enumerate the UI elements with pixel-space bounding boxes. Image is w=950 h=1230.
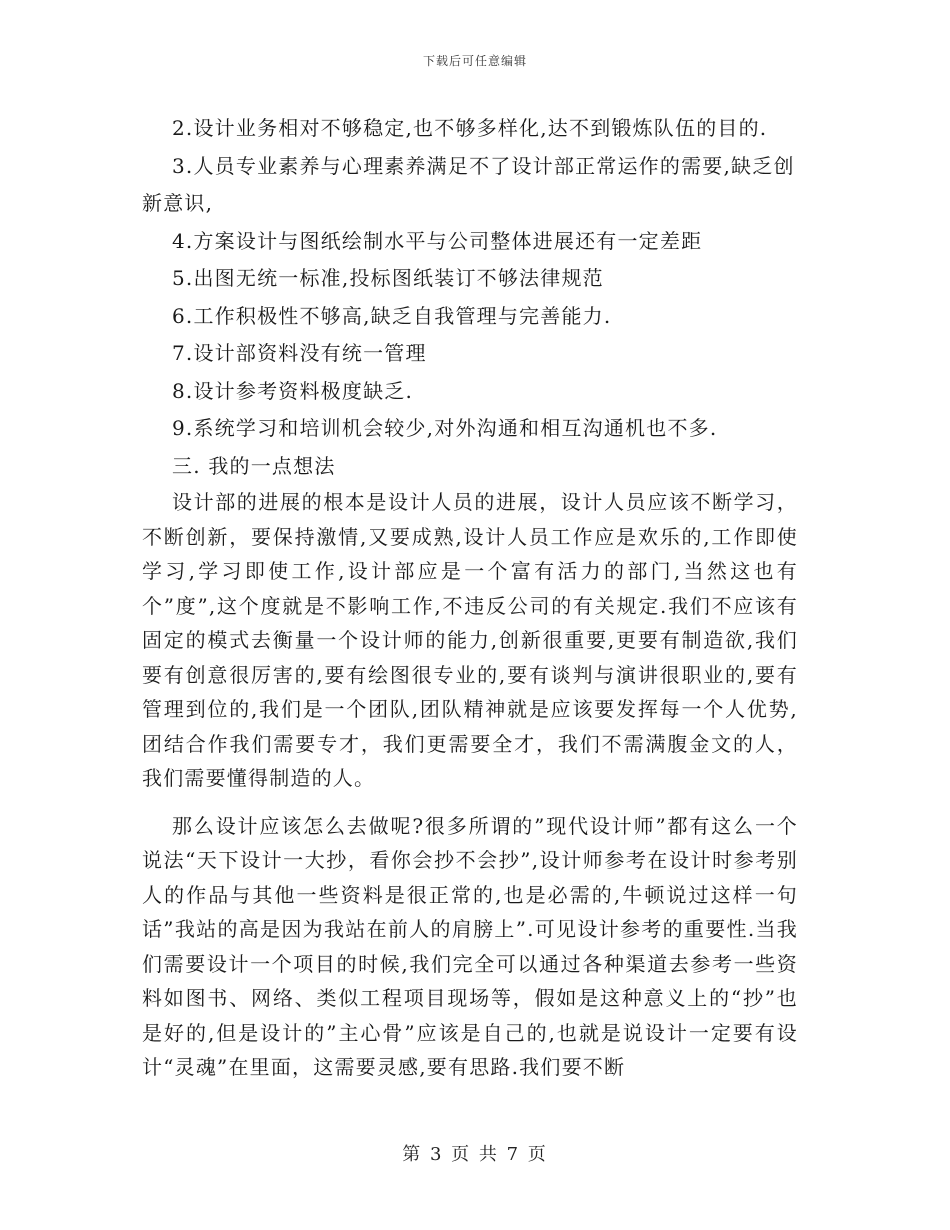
list-item: 3.人员专业素养与心理素养满足不了设计部正常运作的需要,缺乏创新意识, <box>142 153 795 215</box>
list-item: 6.工作积极性不够高,缺乏自我管理与完善能力. <box>172 303 612 328</box>
list-item: 4.方案设计与图纸绘制水平与公司整体进展还有一定差距 <box>172 228 703 253</box>
list-item: 5.出图无统一标准,投标图纸装订不够法律规范 <box>172 266 604 290</box>
list-item: 8.设计参考资料极度缺乏. <box>172 378 414 403</box>
body-paragraph: 那么设计应该怎么去做呢?很多所谓的”现代设计师”都有这么一个说法“天下设计一大抄，看你会抄不会抄”,设计师参考在设计时参考别人的作品与其他一些资料是很正常的,也是必需的,牛顿说过这样一句话”我站的高是因为我站在前人的肩膀上”.可见设计参考的重要性.当我们需要设计一个项目的时候,我们完全可以通过各种渠道去参考一些资料如图书、网络、类似工程项目现场等，假如是这种意义上的“抄”也是好的,但是设计的”主心骨”应该是自己的,也就是说设计一定要有设计“灵魂”在里面，这需要灵感,要有思路.我们要不断 <box>142 813 798 1079</box>
list-item: 2.设计业务相对不够稳定,也不够多样化,达不到锻炼队伍的目的. <box>172 116 768 140</box>
list-item: 9.系统学习和培训机会较少,对外沟通和相互沟通机也不多. <box>172 416 718 440</box>
body-paragraph: 设计部的进展的根本是设计人员的进展，设计人员应该不断学习，不断创新，要保持激情,又要成熟,设计人员工作应是欢乐的,工作即使学习,学习即使工作,设计部应是一个富有活力的部门,当然这也有个”度”,这个度就是不影响工作,不违反公司的有关规定.我们不应该有固定的模式去衡量一个设计师的能力,创新很重要,更要有制造欲,我们要有创意很厉害的,要有绘图很专业的,要有谈判与演讲很职业的,要有管理到位的,我们是一个团队,团队精神就是应该要发挥每一个人优势,团结合作我们需要专才，我们更需要全才，我们不需满腹金文的人，我们需要懂得制造的人。 <box>142 490 798 790</box>
document-body <box>142 110 798 1085</box>
page-number: 第 3 页 共 7 页 <box>402 1144 548 1165</box>
list-item: 7.设计部资料没有统一管理 <box>172 341 427 365</box>
page-header: 下载后可任意编辑 <box>422 54 527 68</box>
section-heading: 三. 我的一点想法 <box>172 453 336 478</box>
